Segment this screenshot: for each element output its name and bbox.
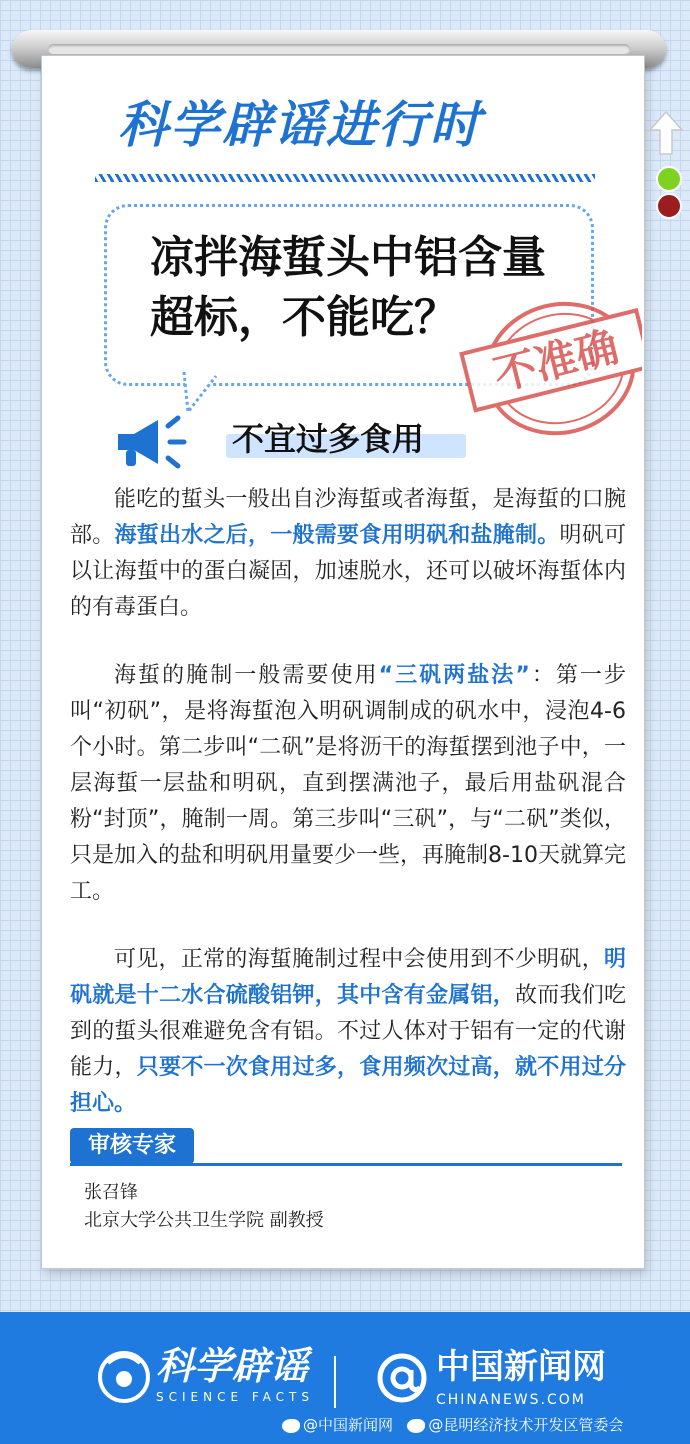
text-run: ：第一步叫“初矾”，是将海蜇泡入明矾调制成的矾水中，浸泡4-6个小时。第二步叫“二矾”是将沥干的海蜇摆到池子中，一层海蜇一层盐和明矾，直到摆满池子，最后用盐矾混合粉“封顶”，腌制一周。第三步叫“三矾”，与“二矾”类似，只是加入的盐和明矾用量要少一些，再腌制8-10天就算完工。 <box>70 663 626 904</box>
up-arrow-icon <box>648 110 684 156</box>
brand-right-sub: CHINANEWS.COM <box>436 1392 586 1408</box>
megaphone-icon <box>112 410 192 476</box>
brand-left-sub: SCIENCE FACTS <box>156 1390 314 1404</box>
weibo-watermark <box>282 1414 686 1436</box>
reviewer-label: 审核专家 <box>70 1128 194 1164</box>
weibo-icon <box>407 1419 425 1433</box>
article-body <box>70 482 626 1154</box>
reviewer-divider <box>70 1163 622 1166</box>
paragraph-3 <box>70 942 626 1122</box>
green-light-icon <box>656 166 682 192</box>
watermark-text[interactable]: @昆明经济技术开发区管委会 <box>428 1416 624 1434</box>
inaccurate-stamp <box>448 282 642 442</box>
highlight-run: 明矾就是十二水合硫酸铝钾，其中含有金属铝， <box>70 947 626 1008</box>
subhead: 不宜过多食用 <box>232 420 425 458</box>
title-divider <box>95 174 595 182</box>
stamp-text: 不准确 <box>488 321 624 400</box>
question-title: 凉拌海蜇头中铝含量超标，不能吃？ <box>150 232 546 343</box>
header-title: 科学辟谣进行时 <box>118 96 482 154</box>
paragraph-1 <box>70 482 626 626</box>
brand-left: 科学辟谣 <box>156 1344 309 1388</box>
text-run: 海蜇的腌制一般需要使用 <box>114 663 379 688</box>
weibo-icon <box>282 1419 300 1433</box>
text-run: 故而我们吃到的蜇头很难避免含有铝。不过人体对于铝有一定的代谢能力， <box>70 983 626 1080</box>
highlight-run: 只要不一次食用过多，食用频次过高，就不用过分担心。 <box>70 1055 626 1116</box>
text-run: 能吃的蜇头一般出自沙海蜇或者海蜇，是海蜇的口腕部。 <box>70 487 626 548</box>
red-light-icon <box>656 193 682 219</box>
highlight-run: “三矾两盐法” <box>378 663 530 688</box>
brand-right: 中国新闻网 <box>436 1347 606 1387</box>
science-facts-logo <box>94 1345 154 1405</box>
reviewer-title: 北京大学公共卫生学院 副教授 <box>84 1210 324 1231</box>
text-run: 明矾可以让海蜇中的蛋白凝固，加速脱水，还可以破坏海蜇体内的有毒蛋白。 <box>70 523 626 620</box>
watermark-text[interactable]: @中国新闻网 <box>303 1416 394 1434</box>
text-run: 可见，正常的海蜇腌制过程中会使用到不少明矾， <box>114 947 604 972</box>
paragraph-2 <box>70 658 626 910</box>
reviewer-name: 张召锋 <box>84 1182 138 1203</box>
chinanews-logo <box>374 1348 430 1404</box>
footer-divider <box>334 1356 336 1408</box>
highlight-run: 海蜇出水之后，一般需要食用明矾和盐腌制。 <box>114 523 560 548</box>
